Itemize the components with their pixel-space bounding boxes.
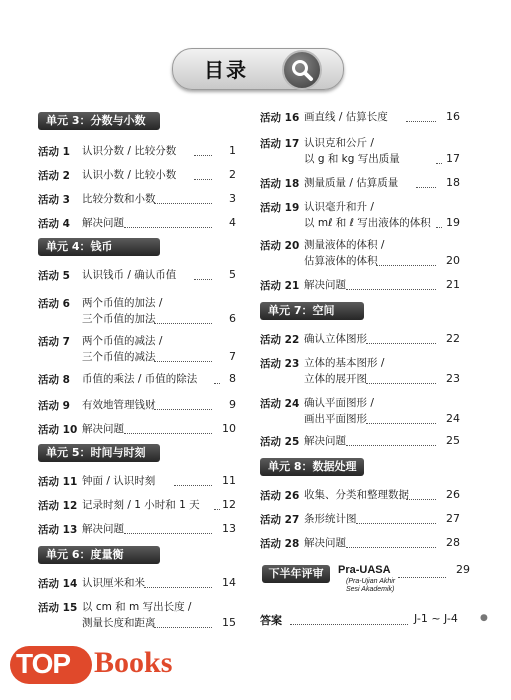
toc-entry-page-number: 10 [222,422,236,435]
toc-entry-activity-label: 活动 8 [38,374,70,386]
toc-entry-page-number: 19 [446,216,460,229]
toc-entry-activity-label: 活动 3 [38,194,70,206]
toc-entry-title-line: 解决问题 [82,217,124,229]
bullet-icon: ● [480,613,488,623]
toc-entry-page-number: 25 [446,434,460,447]
toc-entry-page-number: 21 [446,278,460,291]
dot-leader [194,279,212,280]
toc-entry-title-line: 记录时刻 / 1 小时和 1 天 [82,499,200,511]
dot-leader [346,547,436,548]
toc-entry-activity-label: 活动 2 [38,170,70,182]
answers-label: 答案 [260,614,282,627]
dot-leader [346,445,436,446]
toc-entry-title-line: 画直线 / 估算长度 [304,111,388,123]
toc-entry-activity-label: 活动 18 [260,178,300,190]
logo-text-books: Books [94,646,173,679]
toc-entry-page-number: 11 [222,474,236,487]
toc-entry-title-line: 比较分数和小数 [82,193,156,205]
toc-entry-title-line: 认识克和公斤 / [304,137,374,149]
toc-entry-activity-label: 活动 21 [260,280,300,292]
toc-entry-page-number: 24 [446,412,460,425]
toc-entry-title-line: 钟面 / 认识时刻 [82,475,156,487]
dot-leader [154,361,212,362]
toc-entry-page-number: 12 [222,498,236,511]
dot-leader [376,265,436,266]
search-icon [282,50,322,90]
pra-uasa-subtitle [346,578,395,594]
right-unit-header: 单元 7：空间 [260,302,364,320]
toc-entry-title-line: 有效地管理钱财 [82,399,156,411]
toc-entry-activity-label: 活动 9 [38,400,70,412]
toc-entry-activity-label: 活动 7 [38,336,70,348]
toc-entry-title-line: 测量液体的体积 / [304,239,385,251]
dot-leader [356,523,436,524]
toc-entry-activity-label: 活动 16 [260,112,300,124]
dot-leader [290,624,408,625]
pra-uasa-title: Pra-UASA [338,564,391,576]
dot-leader [174,485,212,486]
toc-entry-activity-label: 活动 6 [38,298,70,310]
answers-page: J-1 ~ J-4 [414,612,458,625]
toc-entry-title-line: 测量质量 / 估算质量 [304,177,399,189]
toc-entry-title-line: 确认立体图形 [304,333,367,345]
dot-leader [194,155,212,156]
toc-entry-activity-label: 活动 20 [260,240,300,252]
toc-entry-page-number: 18 [446,176,460,189]
toc-entry-title-line: 解决问题 [82,523,124,535]
left-unit-header: 单元 3：分数与小数 [38,112,160,130]
toc-entry-activity-label: 活动 19 [260,202,300,214]
toc-entry-activity-label: 活动 5 [38,270,70,282]
toc-entry-activity-label: 活动 28 [260,538,300,550]
toc-entry-page-number: 5 [229,268,236,281]
toc-entry-activity-label: 活动 22 [260,334,300,346]
dot-leader [154,409,212,410]
toc-entry-title-line: 认识钱币 / 确认币值 [82,269,177,281]
toc-entry-title-line: 两个币值的减法 / [82,335,163,347]
toc-entry-title-line: 认识毫升和升 / [304,201,374,213]
toc-entry-page-number: 14 [222,576,236,589]
toc-entry-page-number: 3 [229,192,236,205]
toc-entry-activity-label: 活动 1 [38,146,70,158]
dot-leader [346,289,436,290]
toc-entry-activity-label: 活动 17 [260,138,300,150]
left-unit-header: 单元 6：度量衡 [38,546,160,564]
toc-entry-activity-label: 活动 12 [38,500,78,512]
toc-entry-page-number: 16 [446,110,460,123]
toc-entry-title-line: 立体的展开图 [304,373,367,385]
dot-leader [366,343,436,344]
toc-entry-title-line: 以 g 和 kg 写出质量 [304,153,400,165]
right-unit-header: 单元 8：数据处理 [260,458,364,476]
toc-entry-activity-label: 活动 24 [260,398,300,410]
toc-entry-title-line: 解决问题 [304,435,346,447]
toc-entry-page-number: 28 [446,536,460,549]
toc-entry-title-line: 币值的乘法 / 币值的除法 [82,373,198,385]
toc-entry-title-line: 立体的基本图形 / [304,357,385,369]
dot-leader [124,227,212,228]
toc-entry-page-number: 9 [229,398,236,411]
toc-entry-title-line: 确认平面图形 / [304,397,374,409]
toc-entry-title-line: 以 mℓ 和 ℓ 写出液体的体积 [304,217,431,229]
dot-leader [406,499,436,500]
toc-entry-activity-label: 活动 13 [38,524,78,536]
toc-entry-activity-label: 活动 23 [260,358,300,370]
dot-leader [398,577,446,578]
toc-entry-title-line: 解决问题 [304,537,346,549]
pra-uasa-subtitle-line-2: Sesi Akademik) [346,586,395,593]
toc-entry-activity-label: 活动 15 [38,602,78,614]
toc-entry-page-number: 1 [229,144,236,157]
dot-leader [406,121,436,122]
dot-leader [144,587,212,588]
dot-leader [154,323,212,324]
toc-entry-activity-label: 活动 10 [38,424,78,436]
pra-uasa-subtitle-line-1: (Pra-Ujian Akhir [346,578,396,585]
toc-entry-page-number: 13 [222,522,236,535]
toc-entry-page-number: 8 [229,372,236,385]
toc-entry-title-line: 以 cm 和 m 写出长度 / [82,601,192,613]
toc-entry-activity-label: 活动 26 [260,490,300,502]
toc-entry-title-line: 认识分数 / 比较分数 [82,145,177,157]
toc-entry-title-line: 认识厘米和米 [82,577,145,589]
toc-entry-title-line: 估算液体的体积 [304,255,378,267]
toc-entry-title-line: 认识小数 / 比较小数 [82,169,177,181]
dot-leader [124,533,212,534]
semester-assessment-badge: 下半年评审 [262,565,330,583]
toc-entry-page-number: 17 [446,152,460,165]
toc-entry-title-line: 解决问题 [304,279,346,291]
dot-leader [154,627,212,628]
toc-entry-page-number: 7 [229,350,236,363]
topbooks-logo [10,640,200,694]
toc-entry-title-line: 测量长度和距离 [82,617,156,629]
toc-entry-activity-label: 活动 11 [38,476,78,488]
dot-leader [194,179,212,180]
toc-entry-page-number: 4 [229,216,236,229]
toc-entry-activity-label: 活动 27 [260,514,300,526]
toc-entry-page-number: 2 [229,168,236,181]
left-unit-header: 单元 5：时间与时刻 [38,444,160,462]
logo-text-top: TOP [16,648,71,679]
toc-entry-title-line: 三个币值的加法 [82,313,156,325]
toc-entry-page-number: 15 [222,616,236,629]
toc-entry-title-line: 三个币值的减法 [82,351,156,363]
dot-leader [366,423,436,424]
toc-entry-page-number: 20 [446,254,460,267]
toc-entry-title-line: 收集、分类和整理数据 [304,489,409,501]
toc-entry-page-number: 6 [229,312,236,325]
toc-entry-title-line: 解决问题 [82,423,124,435]
toc-entry-activity-label: 活动 14 [38,578,78,590]
dot-leader [366,383,436,384]
toc-entry-page-number: 22 [446,332,460,345]
toc-entry-activity-label: 活动 4 [38,218,70,230]
dot-leader [124,433,212,434]
toc-entry-activity-label: 活动 25 [260,436,300,448]
toc-entry-title-line: 画出平面图形 [304,413,367,425]
toc-entry-page-number: 26 [446,488,460,501]
toc-entry-title-line: 条形统计图 [304,513,357,525]
page-title: 目录 [204,58,248,82]
dot-leader [416,187,436,188]
pra-uasa-page: 29 [456,563,470,576]
toc-entry-title-line: 两个币值的加法 / [82,297,163,309]
left-unit-header: 单元 4：钱币 [38,238,160,256]
toc-entry-page-number: 27 [446,512,460,525]
toc-entry-page-number: 23 [446,372,460,385]
dot-leader [154,203,212,204]
